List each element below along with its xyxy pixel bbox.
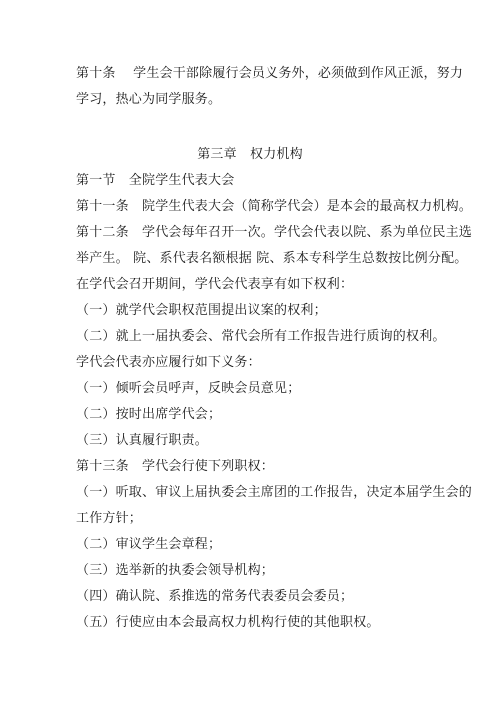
article-10-line-2: 学习，热心为同学服务。 bbox=[76, 92, 222, 107]
chapter-3-title: 第三章 权力机构 bbox=[197, 147, 303, 162]
right-item-2: （二）就上一届执委会、常代会所有工作报告进行质询的权利。 bbox=[76, 329, 446, 344]
power-item-2: （二）审议学生会章程； bbox=[76, 537, 222, 552]
power-item-3: （三）选举新的执委会领导机构； bbox=[76, 563, 275, 578]
article-11: 第十一条 院学生代表大会（简称学代会）是本会的最高权力机构。 bbox=[76, 199, 473, 214]
right-item-1: （一）就学代会职权范围提出议案的权利； bbox=[76, 303, 327, 318]
power-item-1-line-1: （一）听取、审议上届执委会主席团的工作报告，决定本届学生会的 bbox=[76, 485, 473, 500]
duty-item-2: （二）按时出席学代会； bbox=[76, 407, 222, 422]
duty-item-1: （一）倾听会员呼声，反映会员意见； bbox=[76, 381, 301, 396]
duties-intro: 学代会代表亦应履行如下义务： bbox=[76, 355, 261, 370]
article-12-line-2: 举产生。 院、系代表名额根据 院、系本专科学生总数按比例分配。 bbox=[76, 251, 468, 266]
power-item-1-line-2: 工作方针； bbox=[76, 511, 143, 526]
section-1-title: 第一节 全院学生代表大会 bbox=[76, 173, 235, 188]
rights-intro: 在学代会召开期间，学代会代表享有如下权利： bbox=[76, 277, 354, 292]
power-item-5: （五）行使应由本会最高权力机构行使的其他职权。 bbox=[76, 615, 380, 630]
article-13: 第十三条 学代会行使下列职权： bbox=[76, 459, 275, 474]
article-10-line-1: 第十条 学生会干部除履行会员义务外，必须做到作风正派，努力 bbox=[76, 66, 464, 81]
duty-item-3: （三）认真履行职责。 bbox=[76, 433, 209, 448]
power-item-4: （四）确认院、系推选的常务代表委员会委员； bbox=[76, 589, 354, 604]
article-12-line-1: 第十二条 学代会每年召开一次。学代会代表以院、系为单位民主选 bbox=[76, 225, 473, 240]
